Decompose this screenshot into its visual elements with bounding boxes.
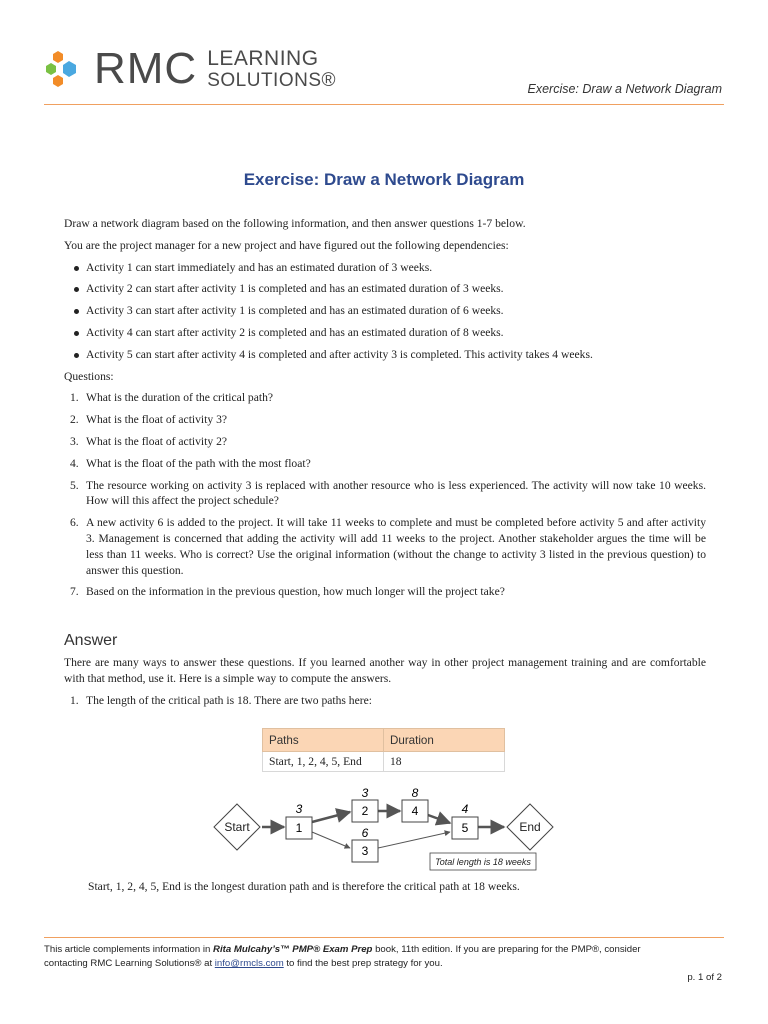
activity-2-id: 2 [361, 804, 369, 818]
start-label: Start [224, 820, 250, 834]
email-link[interactable]: info@rmcls.com [214, 958, 284, 969]
question-number: 5. [70, 478, 79, 492]
answer-body [64, 655, 706, 714]
activity-3-id: 3 [361, 844, 369, 858]
header-divider [44, 104, 724, 105]
question-number: 6. [70, 516, 79, 530]
logo-solutions-text: SOLUTIONS® [207, 70, 336, 91]
question-item [64, 390, 706, 406]
question-item [64, 515, 706, 578]
answer-number: 1. [70, 693, 79, 707]
activity-4-duration: 8 [411, 786, 419, 800]
footer-divider [44, 937, 724, 938]
question-number: 2. [70, 413, 79, 427]
activity-5-duration: 4 [461, 802, 469, 816]
intro-paragraph: You are the project manager for a new project and have figured out the following dependencies: [64, 238, 509, 252]
table-cell-path: Start, 1, 2, 4, 5, End [263, 752, 384, 772]
logo-learning-text: LEARNING [207, 47, 319, 70]
list-item: Activity 2 can start after activity 1 is completed and has an estimated duration of 3 weeks. [64, 281, 706, 297]
answer-intro: There are many ways to answer these questions. If you learned another way in other project management training and are comfortable with that method, use it. Here is a simple way to compute the answers. [64, 656, 706, 685]
end-label: End [519, 820, 541, 834]
question-number: 4. [70, 456, 79, 470]
question-text: What is the duration of the critical path? [86, 391, 274, 405]
question-item [64, 584, 706, 600]
activity-1-duration: 3 [295, 802, 303, 816]
page-number: p. 1 of 2 [687, 972, 722, 983]
edge-3-5 [378, 832, 450, 848]
list-item: Activity 3 can start after activity 1 is completed and has an estimated duration of 6 weeks. [64, 303, 706, 319]
intro-paragraph: Draw a network diagram based on the following information, and then answer questions 1-7 below. [64, 217, 526, 230]
total-length-text: Total length is 18 weeks [435, 857, 531, 867]
list-item: Activity 5 can start after activity 4 is completed and after activity 3 is completed. This activity takes 4 weeks. [64, 347, 706, 363]
book-title: Rita Mulcahy’s™ PMP® Exam Prep [213, 944, 373, 955]
table-header-row [263, 729, 505, 752]
table-header-paths: Paths [263, 729, 384, 752]
footer-text: contacting RMC Learning Solutions® at [44, 958, 215, 969]
edge-1-2 [312, 812, 350, 822]
question-text: A new activity 6 is added to the project. It will take 11 weeks to complete and must be completed before activity 5 and after activity 3. Management is concerned that adding the activity will add 11 weeks to the project. Another stakeholder argues the time will be less than 11 weeks. Who is correct? Use the original information (without the change to activity 3 listed in the previous question) to answer this question. [86, 516, 706, 577]
question-text: Based on the information in the previous question, how much longer will the project take? [86, 585, 505, 599]
question-text: What is the float of the path with the most float? [86, 456, 311, 470]
activity-3-duration: 6 [361, 826, 369, 840]
activity-4-id: 4 [411, 804, 419, 818]
edge-4-5 [428, 815, 450, 823]
edge-1-3 [312, 832, 350, 848]
activity-2-duration: 3 [361, 786, 369, 800]
paths-table [262, 728, 505, 772]
logo-subtext [207, 48, 336, 90]
table-header-duration: Duration [384, 729, 505, 752]
footer-line-2 [44, 957, 724, 971]
footer-text: book, 11th edition. If you are preparing for the PMP®, consider [372, 944, 641, 955]
question-item [64, 456, 706, 472]
rmc-logo [44, 46, 336, 92]
answer-list [64, 693, 706, 709]
footer-line-1 [44, 943, 724, 957]
footer-text: This article complements information in [44, 944, 214, 955]
question-number: 7. [70, 585, 79, 599]
footer-note [44, 943, 724, 971]
question-text: What is the float of activity 3? [86, 413, 228, 427]
list-item: Activity 1 can start immediately and has an estimated duration of 3 weeks. [64, 260, 706, 276]
question-item [64, 434, 706, 450]
logo-rmc-text: RMC [94, 44, 198, 93]
page-title: Exercise: Draw a Network Diagram [243, 170, 525, 189]
header-document-title: Exercise: Draw a Network Diagram [527, 82, 722, 96]
footer-text: to find the best prep strategy for you. [283, 958, 443, 969]
question-item [64, 412, 706, 428]
answer-heading: Answer [64, 632, 118, 649]
conclusion-text: Start, 1, 2, 4, 5, End is the longest duration path and is therefore the critical path at 18 weeks. [88, 880, 520, 893]
exercise-body [64, 216, 706, 606]
dependency-list [64, 260, 706, 363]
network-diagram [210, 782, 560, 874]
questions-label: Questions: [64, 369, 114, 383]
question-number: 3. [70, 434, 79, 448]
answer-text: The length of the critical path is 18. There are two paths here: [86, 693, 372, 707]
questions-list [64, 390, 706, 600]
activity-1-id: 1 [295, 821, 303, 835]
list-item: Activity 4 can start after activity 2 is completed and has an estimated duration of 8 weeks. [64, 325, 706, 341]
activity-5-id: 5 [461, 821, 469, 835]
table-row [263, 752, 505, 772]
question-item [64, 478, 706, 510]
table-cell-duration: 18 [384, 752, 505, 772]
logo-hexagons-icon [44, 46, 90, 92]
question-text: The resource working on activity 3 is replaced with another resource who is less experienced. The activity will now take 10 weeks. How will this affect the project schedule? [86, 478, 706, 508]
question-text: What is the float of activity 2? [86, 434, 228, 448]
answer-item [64, 693, 706, 709]
question-number: 1. [70, 391, 79, 405]
